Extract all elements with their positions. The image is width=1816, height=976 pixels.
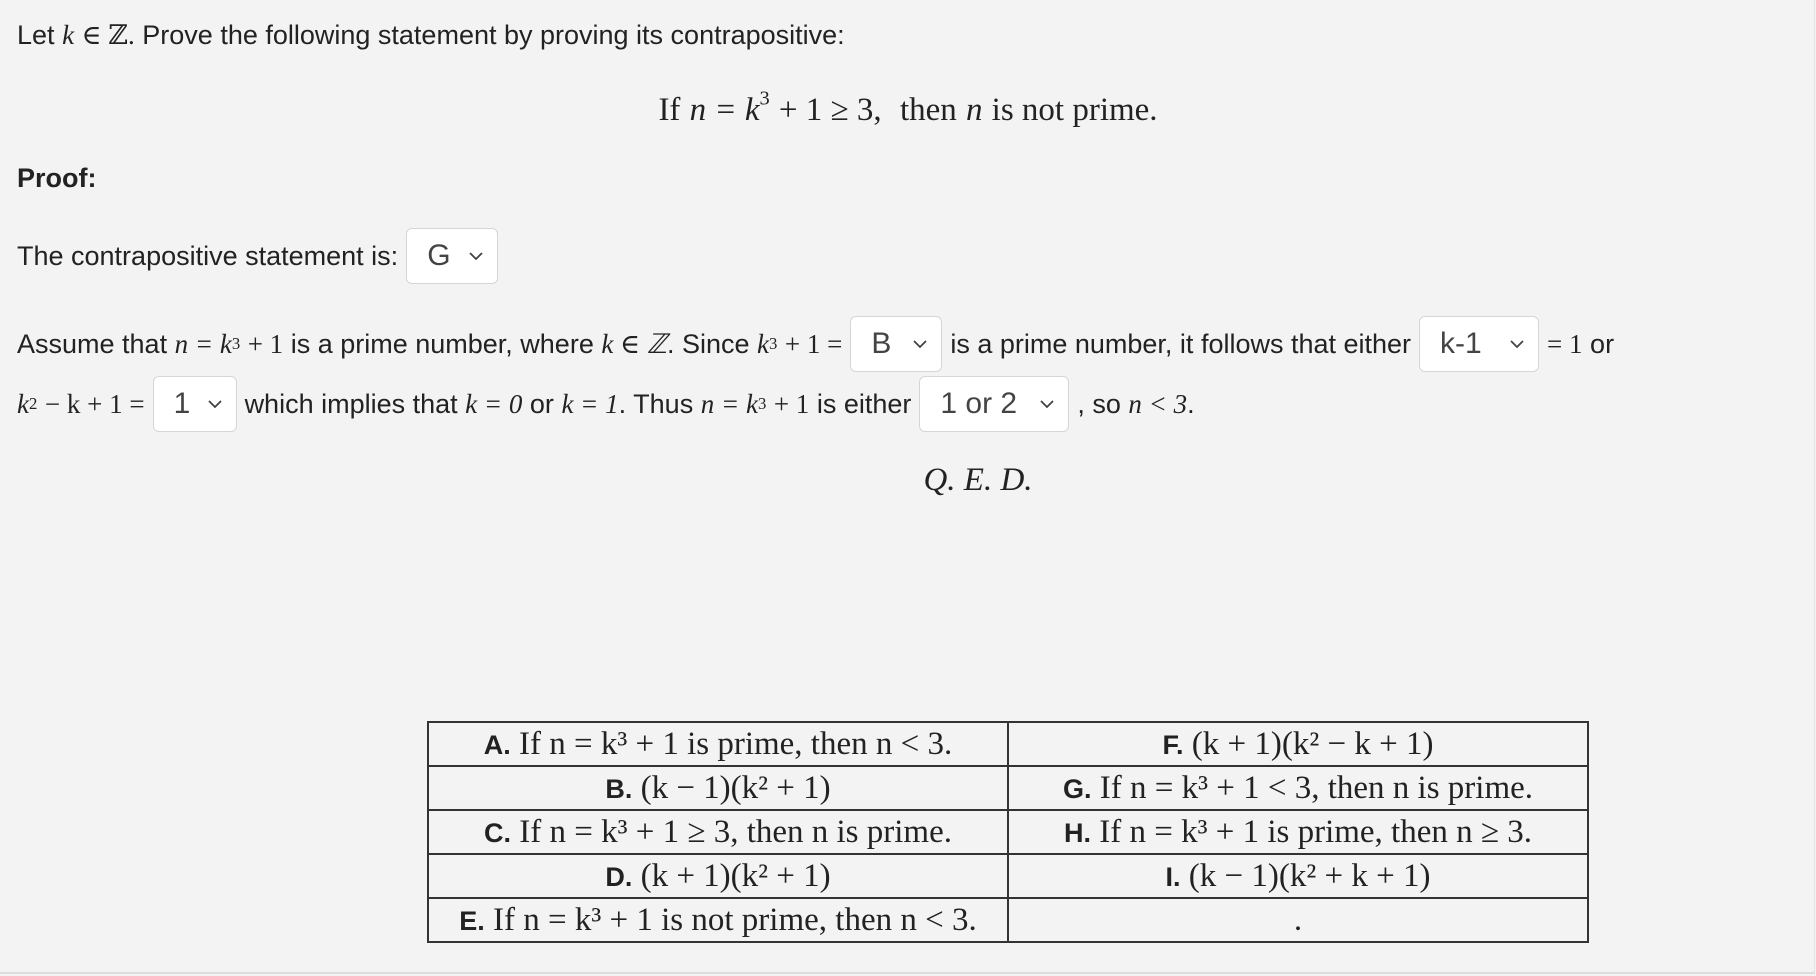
factor-select[interactable]: k-1 bbox=[1419, 316, 1539, 372]
chevron-down-icon bbox=[1508, 335, 1526, 353]
option-e: E. If n = k³ + 1 is not prime, then n < 3. bbox=[428, 898, 1008, 942]
contrapositive-select[interactable]: G bbox=[406, 228, 498, 284]
contrapositive-row bbox=[17, 228, 506, 284]
statement: If $n = k^3 + 1 \ge 3$, then n is not prime. bbox=[658, 87, 1158, 128]
qed: Q. E. D. bbox=[923, 462, 1033, 498]
intro-k: k bbox=[62, 20, 75, 50]
option-f: F. (k + 1)(k² − k + 1) bbox=[1008, 722, 1588, 766]
proof-label: Proof: bbox=[17, 163, 97, 193]
chevron-down-icon bbox=[1038, 395, 1056, 413]
factorization-select[interactable]: B bbox=[850, 316, 942, 372]
option-a: A. If n = k³ + 1 is prime, then n < 3. bbox=[428, 722, 1008, 766]
argument-line-1: Assume that n = k 3 + 1 is a prime number, where k ∈ ℤ . Since k 3 + 1 = B is a prime number, it follows that either k-1 = 1 or bbox=[17, 316, 1614, 372]
option-h: H. If n = k³ + 1 is prime, then n ≥ 3. bbox=[1008, 810, 1588, 854]
option-b: B. (k − 1)(k² + 1) bbox=[428, 766, 1008, 810]
option-d: D. (k + 1)(k² + 1) bbox=[428, 854, 1008, 898]
chevron-down-icon bbox=[206, 395, 224, 413]
intro-text: Let k ∈ ℤ. Prove the following statement by proving its contrapositive: bbox=[17, 20, 845, 50]
option-empty: . bbox=[1008, 898, 1588, 942]
chevron-down-icon bbox=[911, 335, 929, 353]
result-select[interactable]: 1 or 2 bbox=[919, 376, 1069, 432]
table-row bbox=[428, 854, 1588, 898]
table-row bbox=[428, 810, 1588, 854]
answer-options-table bbox=[427, 721, 1589, 943]
option-i: I. (k − 1)(k² + k + 1) bbox=[1008, 854, 1588, 898]
table-row bbox=[428, 898, 1588, 942]
value-select[interactable]: 1 bbox=[153, 376, 237, 432]
argument-line-2: k 2 − k + 1 = 1 which implies that k = 0 or k = 1 . Thus n = k 3 + 1 is either 1 or 2 , so n < 3 . bbox=[17, 376, 1195, 432]
chevron-down-icon bbox=[467, 247, 485, 265]
option-g: G. If n = k³ + 1 < 3, then n is prime. bbox=[1008, 766, 1588, 810]
table-row bbox=[428, 722, 1588, 766]
contrapositive-label: The contrapositive statement is: bbox=[17, 240, 399, 271]
option-c: C. If n = k³ + 1 ≥ 3, then n is prime. bbox=[428, 810, 1008, 854]
table-row bbox=[428, 766, 1588, 810]
